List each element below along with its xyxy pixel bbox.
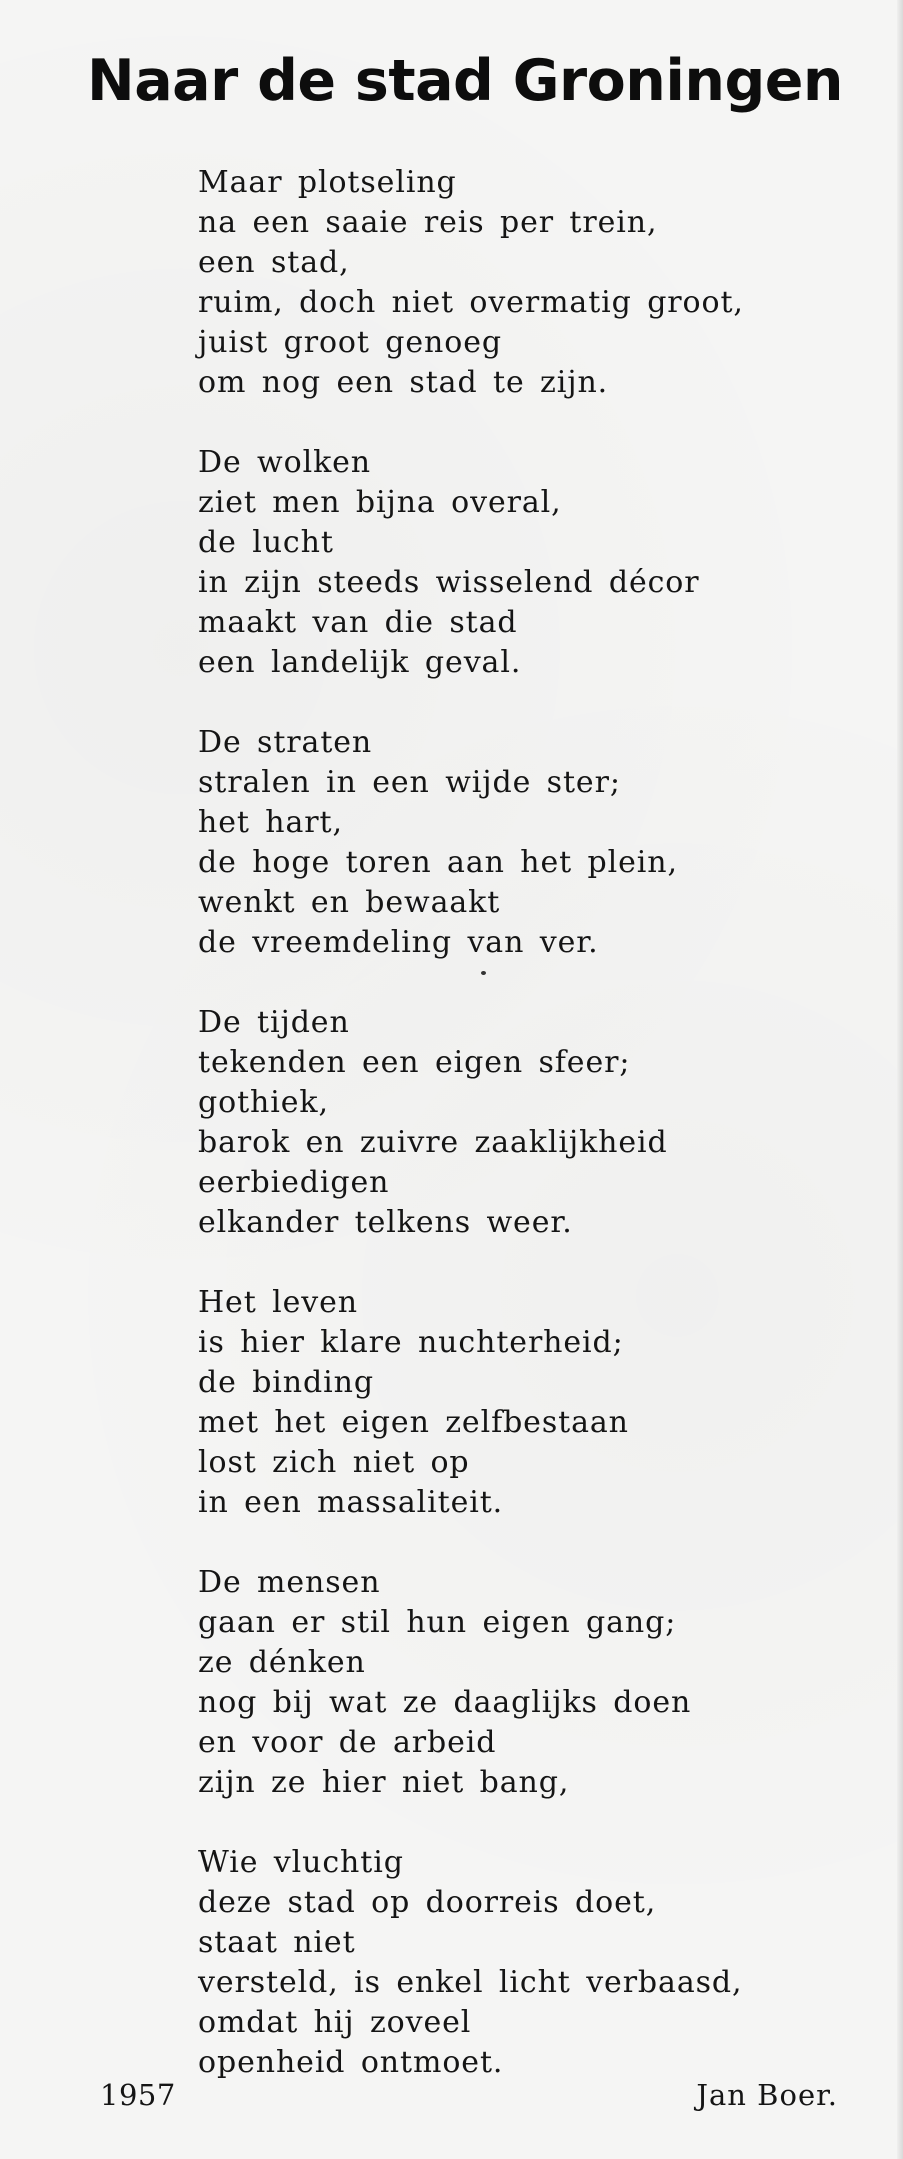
poem-line: ze dénken bbox=[198, 1645, 366, 1680]
poem-line: de vreemdeling van ver. bbox=[198, 925, 599, 960]
poem-line: is hier klare nuchterheid; bbox=[198, 1325, 624, 1360]
poem-line: openheid ontmoet. bbox=[198, 2045, 504, 2080]
poem-line: ruim, doch niet overmatig groot, bbox=[198, 285, 744, 320]
poem-line: omdat hij zoveel bbox=[198, 2005, 472, 2040]
poem-line: zijn ze hier niet bang, bbox=[198, 1765, 570, 1800]
poem-line: een stad, bbox=[198, 245, 350, 280]
poem-author: Jan Boer. bbox=[696, 2078, 838, 2112]
poem-stanza bbox=[198, 1283, 838, 1523]
poem-stanza bbox=[198, 443, 838, 683]
poem-line: De tijden bbox=[198, 1005, 350, 1040]
poem-line: de lucht bbox=[198, 525, 334, 560]
poem-year: 1957 bbox=[100, 2078, 176, 2112]
poem-stanza bbox=[198, 163, 838, 403]
poem-line: De mensen bbox=[198, 1565, 381, 1600]
poem-stanza bbox=[198, 723, 838, 963]
poem-body bbox=[198, 163, 838, 2123]
poem-stanza bbox=[198, 1843, 838, 2083]
poem-line: juist groot genoeg bbox=[198, 325, 502, 360]
poem-line: een landelijk geval. bbox=[198, 645, 522, 680]
poem-stanza bbox=[198, 1003, 838, 1243]
poem-line: in zijn steeds wisselend décor bbox=[198, 565, 700, 600]
poem-line: lost zich niet op bbox=[198, 1445, 470, 1480]
poem-line: Maar plotseling bbox=[198, 165, 457, 200]
poem-stanza bbox=[198, 1563, 838, 1803]
print-speck bbox=[481, 971, 486, 975]
poem-title: Naar de stad Groningen bbox=[87, 48, 843, 114]
poem-line: gothiek, bbox=[198, 1085, 329, 1120]
poem-line: staat niet bbox=[198, 1925, 356, 1960]
poem-line: en voor de arbeid bbox=[198, 1725, 497, 1760]
poem-line: om nog een stad te zijn. bbox=[198, 365, 609, 400]
poem-line: barok en zuivre zaaklijkheid bbox=[198, 1125, 668, 1160]
poem-line: de binding bbox=[198, 1365, 374, 1400]
poem-line: de hoge toren aan het plein, bbox=[198, 845, 678, 880]
poem-line: stralen in een wijde ster; bbox=[198, 765, 621, 800]
poem-line: tekenden een eigen sfeer; bbox=[198, 1045, 631, 1080]
poem-line: De wolken bbox=[198, 445, 372, 480]
poem-line: deze stad op doorreis doet, bbox=[198, 1885, 657, 1920]
poem-line: nog bij wat ze daaglijks doen bbox=[198, 1685, 692, 1720]
poem-line: het hart, bbox=[198, 805, 343, 840]
poem-line: met het eigen zelfbestaan bbox=[198, 1405, 629, 1440]
poem-line: na een saaie reis per trein, bbox=[198, 205, 658, 240]
poem-line: Het leven bbox=[198, 1285, 358, 1320]
poem-line: De straten bbox=[198, 725, 373, 760]
poem-line: eerbiedigen bbox=[198, 1165, 390, 1200]
poem-line: maakt van die stad bbox=[198, 605, 518, 640]
poem-line: versteld, is enkel licht verbaasd, bbox=[198, 1965, 743, 2000]
poem-line: ziet men bijna overal, bbox=[198, 485, 562, 520]
poem-line: wenkt en bewaakt bbox=[198, 885, 501, 920]
poem-line: gaan er stil hun eigen gang; bbox=[198, 1605, 677, 1640]
poem-line: in een massaliteit. bbox=[198, 1485, 504, 1520]
poem-line: Wie vluchtig bbox=[198, 1845, 404, 1880]
page-edge-shadow bbox=[897, 0, 903, 2159]
poem-line: elkander telkens weer. bbox=[198, 1205, 573, 1240]
